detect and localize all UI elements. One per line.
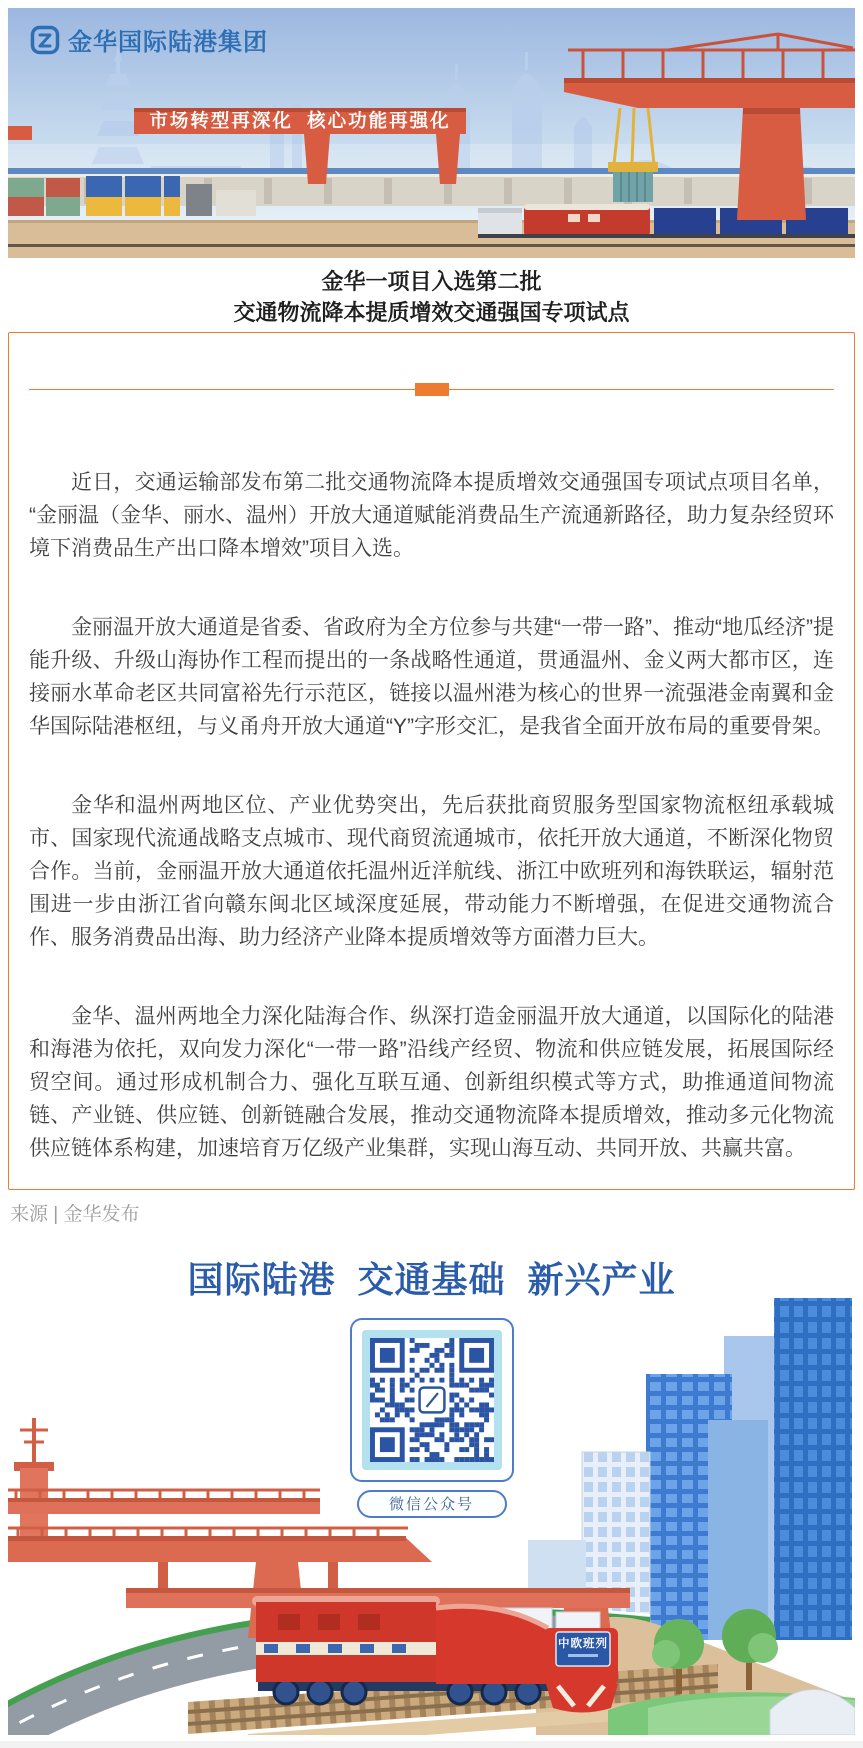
article-paragraph-4: 金华、温州两地全力深化陆海合作、纵深打造金丽温开放大通道，以国际化的陆港和海港为依托，双向发力深化“一带一路”沿线产经贸、物流和供应链发展，拓展国际经贸空间。通过形成机制合力、强化互联互通、创新组织模式等方式，助推通道间物流链、产业链、供应链、创新链融合发展，推动交通物流降本提质增效，推动多元化物流供应链体系构建，加速培育万亿级产业集群，实现山海互动、共同开放、共赢共富。 — [29, 1005, 834, 1160]
page-bottom-strip — [0, 1741, 863, 1748]
article-paragraph-2: 金丽温开放大通道是省委、省政府为全方位参与共建“一带一路”、推动“地瓜经济”提能升级、升级山海协作工程而提出的一条战略性通道，贯通温州、金义两大都市区，连接丽水革命老区共同富裕先行示范区，链接以温州港为核心的世界一流强港金南翼和金华国际陆港枢纽，与义甬舟开放大通道“Y”字形交汇，是我省全面开放布局的重要骨架。 — [29, 616, 834, 738]
company-logo — [30, 22, 268, 57]
article-paragraph-1: 近日，交通运输部发布第二批交通物流降本提质增效交通强国专项试点项目名单，“金丽温（金华、丽水、温州）开放大通道赋能消费品生产流通新路径，助力复杂经贸环境下消费品生产出口降本增效”项目入选。 — [29, 471, 834, 560]
article-title-line1: 金华一项目入选第二批 — [321, 269, 542, 294]
divider-chip — [415, 383, 449, 396]
article-title-line2: 交通物流降本提质增效交通强国专项试点 — [233, 300, 630, 325]
qr-code[interactable] — [350, 1318, 514, 1482]
article-card — [8, 332, 855, 1190]
crane-stub — [8, 126, 32, 140]
article-body — [29, 390, 834, 1165]
footer-illustration[interactable] — [8, 1240, 855, 1735]
banner-slogan: 市场转型再深化 核心功能再强化 — [149, 110, 451, 131]
wechat-account-label: 微信公众号 — [357, 1490, 507, 1518]
article-paragraph-3: 金华和温州两地区位、产业优势突出，先后获批商贸服务型国家物流枢纽承载城市、国家现代流通战略支点城市、现代商贸流通城市，依托开放大通道，不断深化物贸合作。当前，金丽温开放大通道依托温州近洋航线、浙江中欧班列和海铁联运，辐射范围进一步由浙江省向赣东闽北区域深度延展，带动能力不断增强，在促进交通物流合作、服务消费品出海、助力经济产业降本提质增效等方面潜力巨大。 — [29, 794, 834, 949]
landport-logo-icon — [30, 25, 60, 55]
article-title — [8, 258, 855, 332]
qr-code-image[interactable] — [370, 1338, 494, 1462]
source-line: 来源 | 金华发布 — [10, 1204, 140, 1225]
train-sign: 中欧班列 — [558, 1638, 608, 1650]
footer-section — [8, 1240, 855, 1735]
qr-frame — [362, 1330, 502, 1470]
header-banner — [8, 8, 855, 258]
orange-divider — [29, 389, 834, 390]
footer-heading: 国际陆港 交通基础 新兴产业 — [187, 1259, 676, 1300]
company-logo-text: 金华国际陆港集团 — [68, 29, 268, 56]
